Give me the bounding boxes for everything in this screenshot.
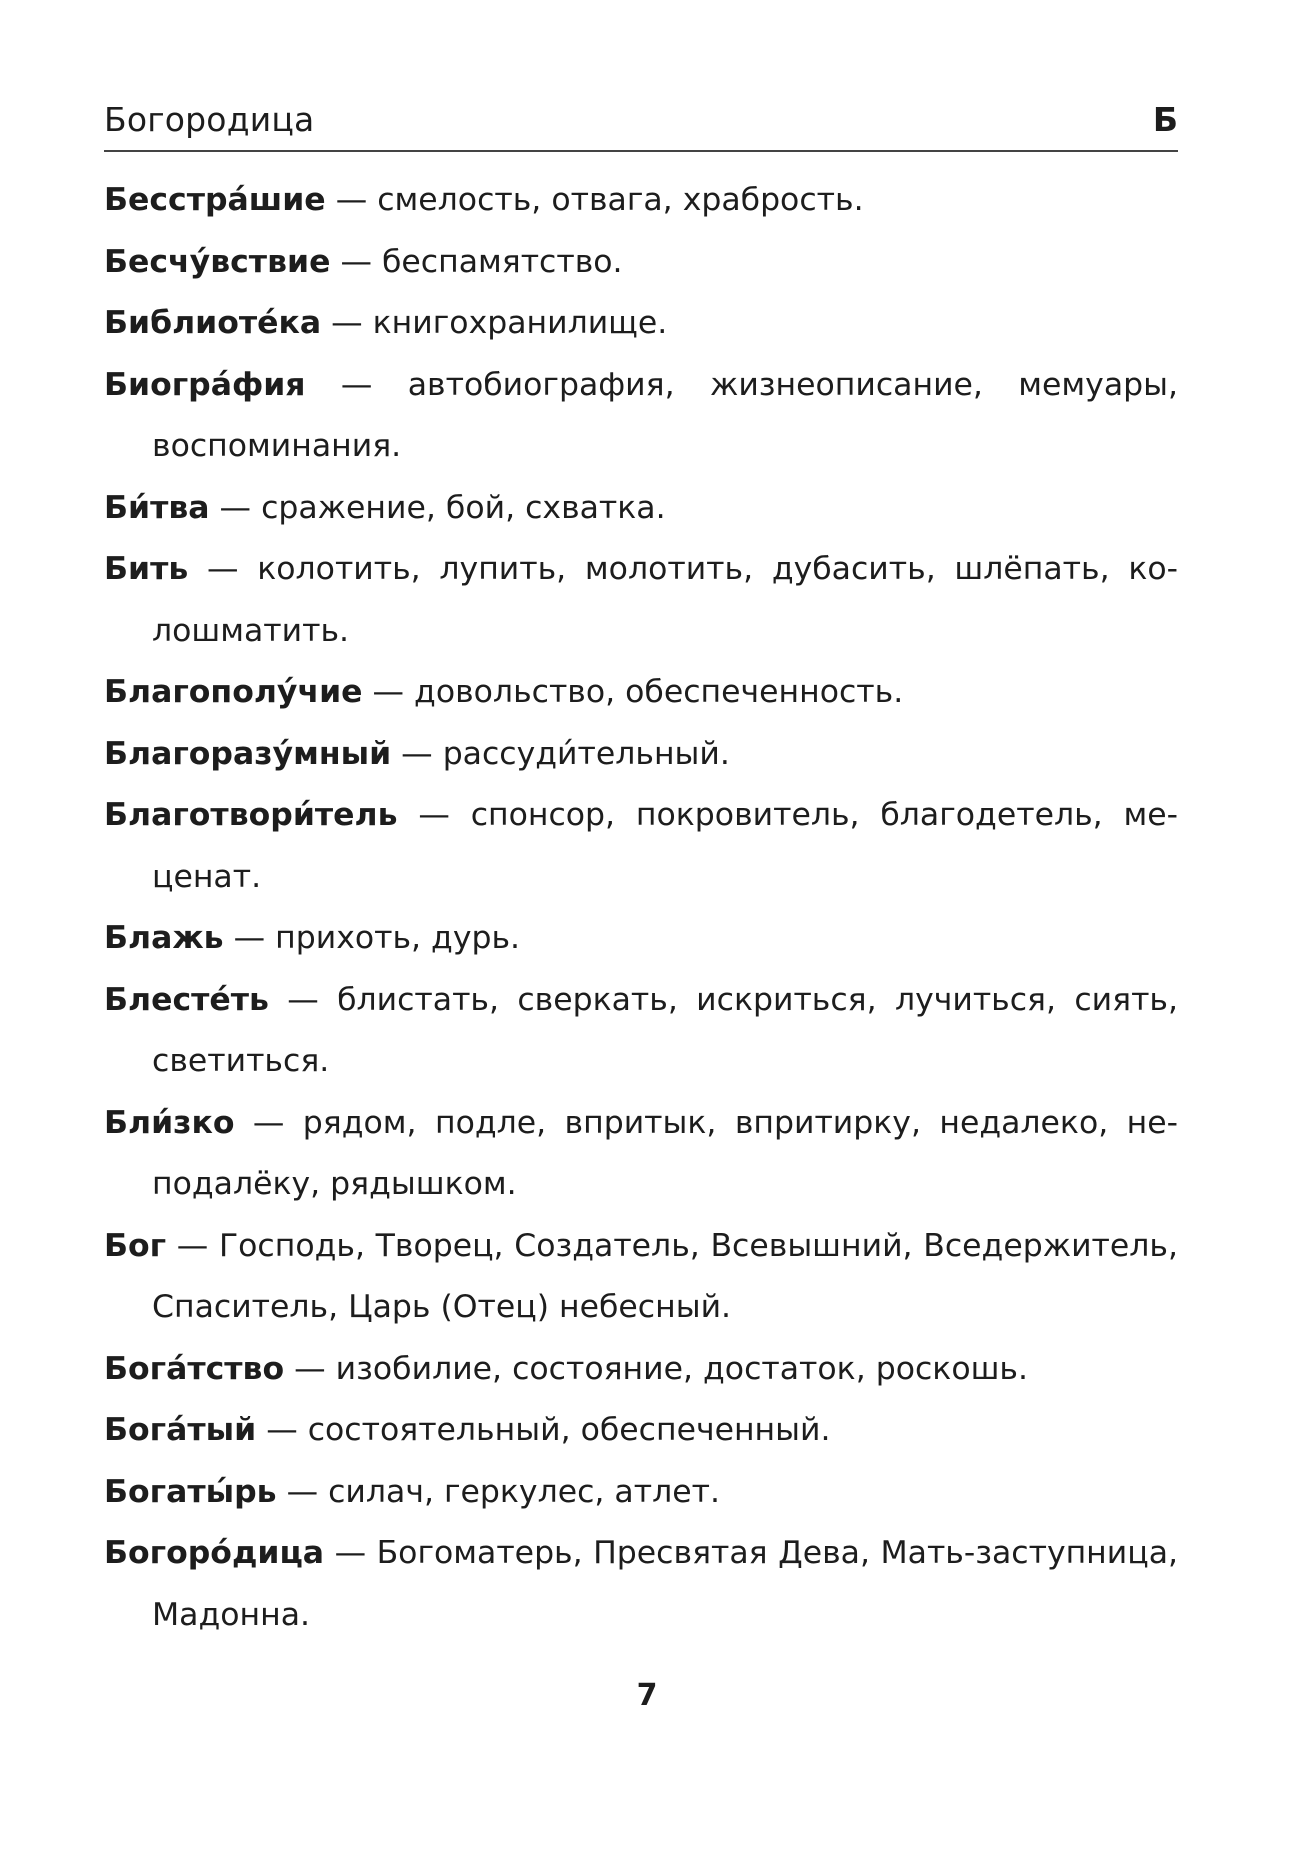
entry-headword: Бог	[104, 1227, 167, 1264]
entry-definition: прихоть, дурь.	[275, 920, 521, 956]
entry	[104, 970, 1178, 1093]
entry-dash: —	[340, 366, 373, 403]
entry-headword: Бесстра́шие	[104, 182, 326, 218]
entry-dash: —	[331, 305, 363, 341]
entry-definition: довольство, обеспеченность.	[414, 674, 904, 710]
entry-dash: —	[372, 674, 405, 710]
entry-dash: —	[176, 1227, 209, 1264]
entry	[104, 785, 1178, 908]
entry-headword: Би́тва	[104, 489, 210, 526]
entry-definition: беспамятство.	[381, 243, 623, 280]
entry-definition: сражение, бой, схватка.	[261, 489, 666, 526]
entry	[104, 539, 1178, 662]
entry-definition: смелость, отвага, храбрость.	[377, 182, 864, 218]
entry-dash: —	[340, 243, 372, 280]
entry-headword: Бли́зко	[104, 1104, 235, 1141]
entry-dash: —	[233, 920, 266, 956]
entry-headword: Бога́тство	[104, 1350, 285, 1387]
running-head	[104, 100, 1178, 152]
entry-definition: колотить, лупить, молотить, дубасить, шлёпать, колошматить.	[152, 551, 1178, 649]
entry-dash: —	[335, 182, 368, 218]
entry-headword: Богаты́рь	[104, 1473, 277, 1510]
entry-dash: —	[401, 735, 433, 772]
running-head-word: Богородица	[104, 100, 315, 139]
entry-definition: Господь, Творец, Создатель, Всевышний, Вседержитель, Спаситель, Царь (Отец) небесный.	[152, 1227, 1178, 1325]
entry-dash: —	[266, 1412, 298, 1448]
entry	[104, 232, 1178, 294]
entry-headword: Благоразу́мный	[104, 735, 392, 772]
entry-definition: спонсор, покровитель, благодетель, меценат.	[152, 797, 1179, 895]
entry-dash: —	[287, 981, 319, 1018]
entry-headword: Блесте́ть	[104, 981, 269, 1018]
entry-definition: рассуди́тельный.	[442, 735, 730, 772]
entry	[104, 1400, 1178, 1462]
entry	[104, 1523, 1178, 1646]
entry	[104, 478, 1178, 540]
entry-definition: блистать, сверкать, искриться, лучиться, сиять, светиться.	[152, 981, 1179, 1079]
running-head-letter: Б	[1152, 100, 1178, 139]
entry-dash: —	[286, 1473, 319, 1510]
entry	[104, 662, 1178, 724]
entry	[104, 293, 1178, 355]
entry	[104, 1339, 1178, 1401]
entry-definition: Богоматерь, Пресвятая Дева, Мать-заступница, Мадонна.	[152, 1535, 1179, 1633]
entry	[104, 908, 1178, 970]
entry-dash: —	[219, 489, 252, 526]
entry	[104, 1093, 1178, 1216]
entry	[104, 724, 1178, 786]
entry-definition: книгохранилище.	[372, 305, 668, 341]
entry-definition: автобиография, жизнеописание, мемуары, воспоминания.	[152, 366, 1179, 464]
entry-definition: силач, геркулес, атлет.	[328, 1473, 720, 1510]
entry-headword: Блажь	[104, 920, 224, 956]
entry	[104, 170, 1178, 232]
entry-dash: —	[294, 1350, 326, 1387]
entry-dash: —	[418, 797, 450, 833]
entry-definition: рядом, подле, впритык, впритирку, недалеко, неподалёку, рядышком.	[152, 1104, 1178, 1202]
entry-dash: —	[334, 1535, 367, 1571]
entry-headword: Биогра́фия	[104, 366, 306, 403]
entry-headword: Бить	[104, 551, 189, 587]
entry-definition: изобилие, состояние, достаток, роскошь.	[335, 1350, 1029, 1387]
entry-headword: Бесчу́вствие	[104, 243, 331, 280]
entry-definition: состоятельный, обеспеченный.	[307, 1412, 831, 1448]
entry	[104, 1216, 1178, 1339]
entry-headword: Бога́тый	[104, 1412, 257, 1448]
entry-headword: Благополу́чие	[104, 674, 363, 710]
entry-dash: —	[252, 1104, 285, 1141]
entry-headword: Богоро́дица	[104, 1535, 325, 1571]
entry-headword: Библиоте́ка	[104, 305, 322, 341]
entry	[104, 1462, 1178, 1524]
entry-headword: Благотвори́тель	[104, 797, 398, 833]
entry-list	[104, 170, 1178, 1646]
entry	[104, 355, 1178, 478]
entry-dash: —	[207, 551, 239, 587]
page-number: 7	[636, 1678, 658, 1713]
